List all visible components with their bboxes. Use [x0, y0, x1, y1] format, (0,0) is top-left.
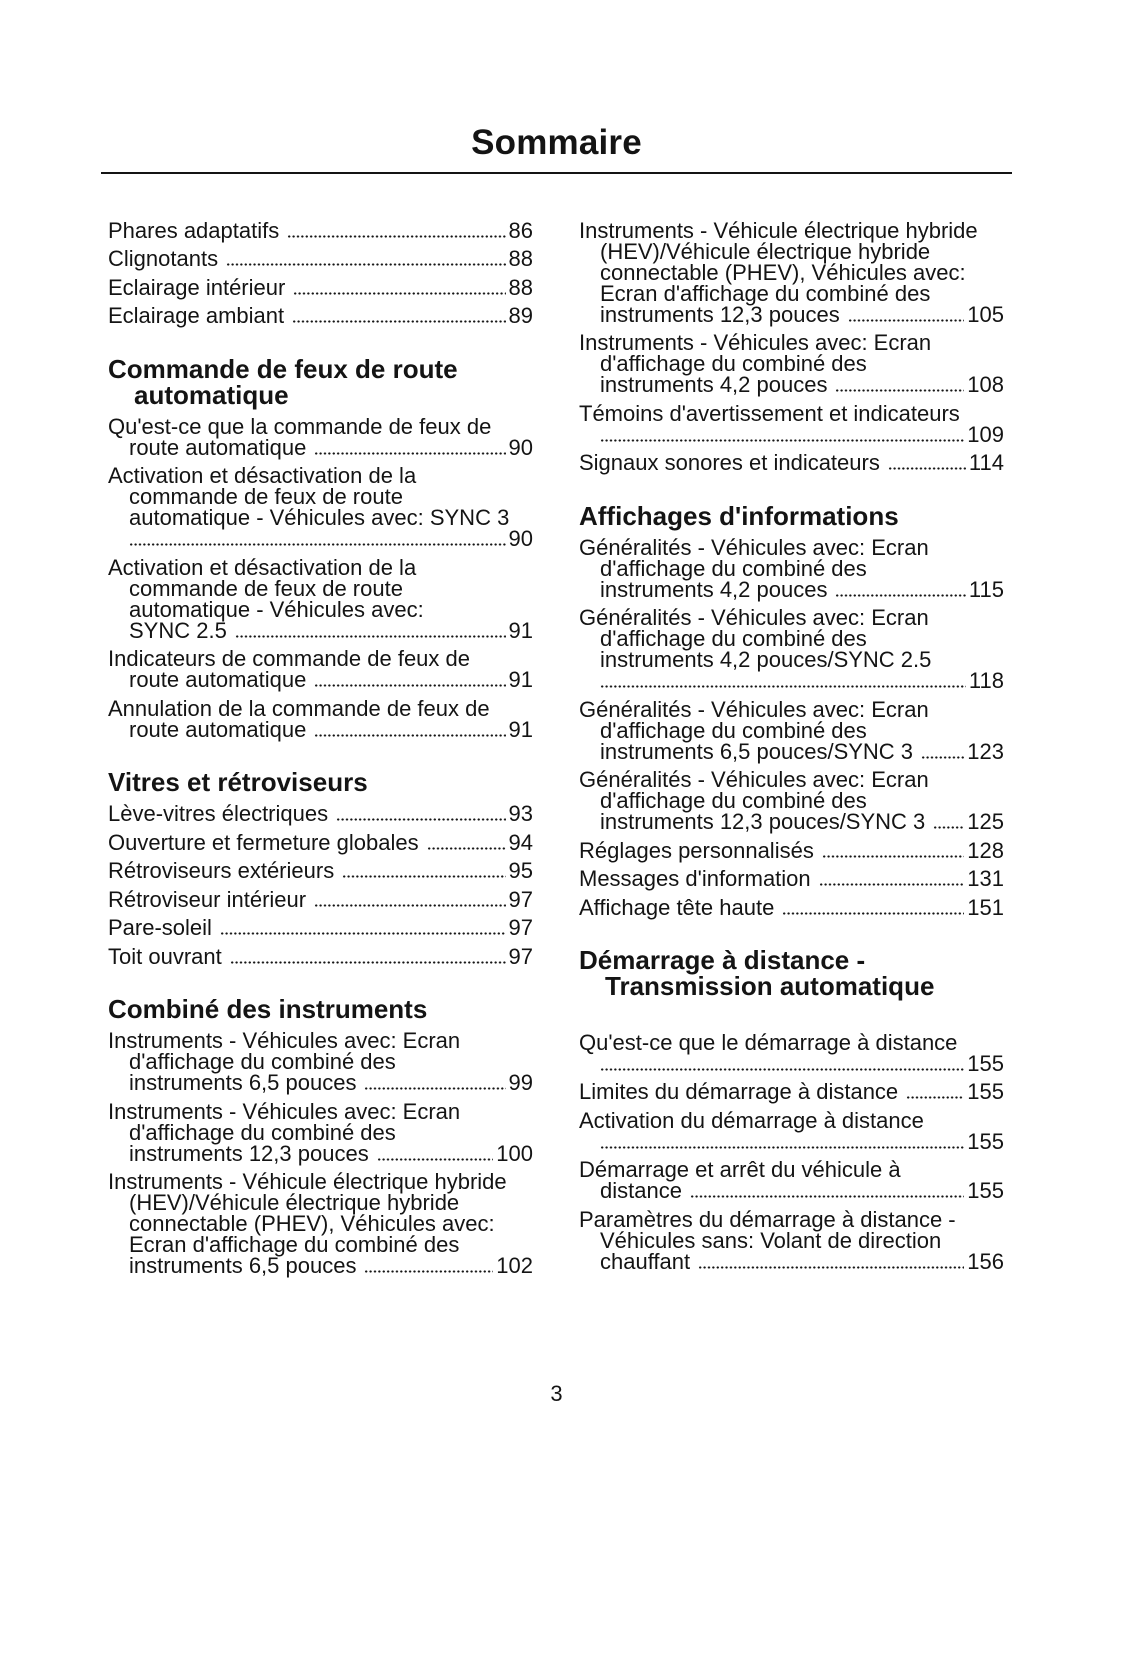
- toc-entry-line: [108, 886, 533, 912]
- toc-entry-line: [108, 1072, 533, 1093]
- page-ref: 155: [967, 1079, 1004, 1104]
- dot-leader: [314, 452, 505, 455]
- page-ref: 109: [967, 421, 1004, 447]
- toc-entry-text: instruments 12,3 pouces/SYNC 3: [600, 809, 926, 834]
- page-ref: 97: [508, 886, 533, 912]
- toc-entry[interactable]: [579, 217, 1004, 327]
- title-rule: [101, 172, 1012, 174]
- toc-entry-line: Ecran d'affichage du combiné des: [129, 1232, 460, 1257]
- dot-leader: [888, 467, 966, 470]
- page-ref: 91: [508, 667, 533, 692]
- toc-entry[interactable]: [579, 607, 1004, 691]
- page-ref: 99: [508, 1070, 533, 1095]
- page-ref: 86: [508, 217, 533, 243]
- toc-entry-line: [108, 434, 533, 460]
- toc-entry-line: [108, 917, 533, 938]
- toc-entry-line: d'affichage du combiné des: [600, 351, 867, 376]
- toc-entry-text: Signaux sonores et indicateurs: [579, 450, 880, 475]
- page-ref: 123: [967, 738, 1004, 764]
- toc-entry-line: [579, 421, 1004, 447]
- page-ref: 95: [508, 858, 533, 883]
- section-heading: [579, 947, 1004, 999]
- toc-entry-text: route automatique: [129, 667, 307, 692]
- toc-entry-line: connectable (PHEV), Véhicules avec:: [129, 1211, 495, 1236]
- toc-entry[interactable]: [108, 248, 533, 269]
- page-number: 3: [550, 1380, 563, 1406]
- toc-entry-line: instruments 4,2 pouces/SYNC 2.5: [600, 647, 932, 672]
- dot-leader: [782, 912, 964, 915]
- dot-leader: [342, 875, 505, 878]
- toc-entry-line: Instruments - Véhicule électrique hybride: [579, 217, 978, 243]
- toc-entry-text: instruments 6,5 pouces: [129, 1253, 357, 1278]
- toc-entry-line: Activation et désactivation de la: [108, 554, 417, 580]
- toc-entry-text: route automatique: [129, 434, 307, 460]
- section-heading: [108, 353, 533, 410]
- toc-entry-text: Réglages personnalisés: [579, 837, 814, 863]
- dot-leader: [933, 826, 964, 829]
- toc-entry-line: Véhicules sans: Volant de direction: [600, 1227, 942, 1253]
- page-ref: 88: [508, 246, 533, 271]
- toc-entry-line: Généralités - Véhicules avec: Ecran: [579, 696, 929, 722]
- page-ref: 93: [508, 801, 533, 826]
- toc-entry-line: Qu'est-ce que la commande de feux de: [108, 413, 492, 439]
- section-heading-line: Commande de feux de route: [108, 353, 458, 384]
- toc-entry-line: commande de feux de route: [129, 484, 403, 509]
- section-heading: [108, 996, 533, 1022]
- section-heading: [579, 500, 1004, 531]
- dot-leader: [220, 932, 506, 935]
- toc-entry[interactable]: [579, 696, 1004, 764]
- toc-entry-text: distance: [600, 1178, 682, 1203]
- toc-entry[interactable]: [108, 917, 533, 938]
- dot-leader: [235, 635, 506, 638]
- toc-entry-line: [579, 1081, 1004, 1102]
- toc-entry[interactable]: [579, 769, 1004, 832]
- toc-entry-text: Rétroviseur intérieur: [108, 886, 307, 912]
- toc-entry-line: [579, 1180, 1004, 1201]
- dot-leader: [835, 389, 964, 392]
- toc-entry-text: Lève-vitres électriques: [108, 801, 329, 826]
- toc-entry[interactable]: [108, 829, 533, 855]
- section-heading-line: Transmission automatique: [605, 971, 935, 1001]
- toc-entry-line: connectable (PHEV), Véhicules avec:: [600, 259, 966, 285]
- toc-column-left: [108, 217, 533, 1278]
- page-ref: 125: [967, 809, 1004, 834]
- dot-leader: [314, 734, 505, 737]
- toc-column-right: [579, 217, 1004, 1274]
- page-ref: 91: [508, 617, 533, 643]
- section-heading-line: automatique: [134, 379, 289, 410]
- toc-entry[interactable]: [108, 943, 533, 969]
- page-ref: 155: [967, 1050, 1004, 1076]
- dot-leader: [364, 1270, 493, 1273]
- toc-entry-line: [108, 528, 533, 549]
- toc-entry-text: instruments 12,3 pouces: [600, 301, 840, 327]
- dot-leader: [698, 1266, 964, 1269]
- page-ref: 108: [967, 372, 1004, 397]
- page-ref: 105: [967, 301, 1004, 327]
- toc-entry-text: Eclairage ambiant: [108, 303, 285, 328]
- toc-entry[interactable]: [108, 554, 533, 643]
- page-ref: 118: [968, 668, 1004, 693]
- toc-entry-line: d'affichage du combiné des: [600, 717, 867, 743]
- toc-entry-text: route automatique: [129, 716, 307, 742]
- toc-entry-line: [108, 1255, 533, 1276]
- toc-entry-line: d'affichage du combiné des: [600, 555, 867, 581]
- toc-entry[interactable]: [108, 695, 533, 742]
- toc-entry[interactable]: [579, 332, 1004, 395]
- toc-entry[interactable]: [108, 465, 533, 549]
- dot-leader: [129, 543, 506, 546]
- dot-leader: [314, 904, 505, 907]
- dot-leader: [822, 855, 964, 858]
- toc-entry-line: Généralités - Véhicules avec: Ecran: [579, 605, 929, 630]
- toc-entry[interactable]: [108, 1030, 533, 1093]
- toc-entry[interactable]: [579, 452, 1004, 473]
- toc-entry-text: Rétroviseurs extérieurs: [108, 858, 335, 883]
- toc-entry[interactable]: [579, 1029, 1004, 1076]
- page-ref: 97: [508, 915, 533, 940]
- toc-entry-text: instruments 6,5 pouces: [129, 1070, 357, 1095]
- toc-entry-line: [579, 837, 1004, 863]
- toc-entry-line: Qu'est-ce que le démarrage à distance: [579, 1029, 958, 1055]
- toc-entry-text: instruments 4,2 pouces: [600, 372, 828, 397]
- toc-entry[interactable]: [579, 837, 1004, 863]
- toc-entry[interactable]: [108, 1171, 533, 1276]
- toc-entry-line: [579, 1050, 1004, 1076]
- toc-entry-line: automatique - Véhicules avec: SYNC 3: [129, 505, 510, 530]
- toc-entry-line: Activation et désactivation de la: [108, 463, 417, 488]
- toc-entry-line: [108, 829, 533, 855]
- toc-entry[interactable]: [108, 305, 533, 326]
- page-ref: 155: [967, 1128, 1004, 1154]
- toc-entry[interactable]: [108, 274, 533, 300]
- toc-entry-line: [108, 274, 533, 300]
- page-ref: 155: [967, 1178, 1004, 1203]
- toc-entry[interactable]: [579, 1107, 1004, 1154]
- toc-entry[interactable]: [579, 894, 1004, 920]
- toc-entry-line: Ecran d'affichage du combiné des: [600, 280, 931, 306]
- dot-leader: [226, 263, 505, 266]
- toc-entry-line: Instruments - Véhicules avec: Ecran: [579, 330, 932, 355]
- toc-entry-text: SYNC 2.5: [129, 617, 227, 643]
- dot-leader: [600, 439, 964, 442]
- page-ref: 131: [967, 866, 1004, 891]
- page-ref: 114: [968, 450, 1004, 475]
- page-ref: 91: [508, 716, 533, 742]
- toc-entry-line: automatique - Véhicules avec:: [129, 596, 424, 622]
- toc-entry-line: d'affichage du combiné des: [600, 788, 867, 813]
- toc-entry-text: Affichage tête haute: [579, 894, 775, 920]
- toc-entry-line: Instruments - Véhicule électrique hybride: [108, 1169, 507, 1194]
- toc-entry-line: [579, 452, 1004, 473]
- toc-entry-line: [579, 1248, 1004, 1274]
- toc-entry[interactable]: [108, 803, 533, 824]
- page-ref: 89: [508, 303, 533, 328]
- dot-leader: [600, 1068, 964, 1071]
- toc-entry-line: [579, 576, 1004, 602]
- toc-entry-line: [108, 803, 533, 824]
- toc-entry-line: [108, 305, 533, 326]
- toc-entry-line: Activation du démarrage à distance: [579, 1107, 924, 1133]
- dot-leader: [377, 1158, 494, 1161]
- toc-entry-line: Témoins d'avertissement et indicateurs: [579, 400, 960, 426]
- toc-entry-line: [579, 894, 1004, 920]
- dot-leader: [314, 684, 505, 687]
- toc-entry-line: Indicateurs de commande de feux de: [108, 646, 471, 671]
- toc-entry-line: [579, 374, 1004, 395]
- toc-entry-line: [579, 738, 1004, 764]
- section-heading-line: Combiné des instruments: [108, 994, 428, 1024]
- toc-entry-text: chauffant: [600, 1248, 691, 1274]
- toc-entry-text: Eclairage intérieur: [108, 274, 286, 300]
- toc-entry[interactable]: [108, 860, 533, 881]
- toc-entry-line: commande de feux de route: [129, 575, 403, 601]
- page-ref: 94: [508, 829, 533, 855]
- dot-leader: [600, 1146, 964, 1149]
- dot-leader: [336, 818, 505, 821]
- toc-entry-line: [579, 301, 1004, 327]
- toc-entry-line: [108, 860, 533, 881]
- toc-entry-line: [579, 811, 1004, 832]
- toc-entry-line: d'affichage du combiné des: [129, 1049, 396, 1074]
- dot-leader: [230, 961, 506, 964]
- dot-leader: [364, 1087, 505, 1090]
- section-heading: [108, 769, 533, 795]
- dot-leader: [287, 235, 505, 238]
- page-ref: 90: [508, 434, 533, 460]
- toc-entry-line: [108, 669, 533, 690]
- toc-entry[interactable]: [108, 1098, 533, 1166]
- toc-entry-line: Instruments - Véhicules avec: Ecran: [108, 1028, 461, 1053]
- toc-entry[interactable]: [579, 1159, 1004, 1201]
- toc-entry-line: Instruments - Véhicules avec: Ecran: [108, 1098, 461, 1124]
- toc-entry-text: Ouverture et fermeture globales: [108, 829, 419, 855]
- toc-entry-line: (HEV)/Véhicule électrique hybride: [600, 238, 931, 264]
- toc-entry-line: d'affichage du combiné des: [600, 626, 867, 651]
- toc-entry-text: instruments 4,2 pouces: [600, 576, 828, 602]
- toc-entry[interactable]: [108, 217, 533, 243]
- toc-entry-text: Toit ouvrant: [108, 943, 222, 969]
- dot-leader: [690, 1195, 964, 1198]
- toc-entry-line: [108, 217, 533, 243]
- dot-leader: [819, 883, 965, 886]
- page-ref: 128: [967, 837, 1004, 863]
- toc-entry-line: (HEV)/Véhicule électrique hybride: [129, 1190, 460, 1215]
- toc-entry-line: [108, 943, 533, 969]
- toc-entry[interactable]: [579, 868, 1004, 889]
- section-heading-line: Affichages d'informations: [579, 500, 899, 531]
- toc-entry-text: Pare-soleil: [108, 915, 212, 940]
- toc-entry-line: [579, 670, 1004, 691]
- toc-entry-text: Limites du démarrage à distance: [579, 1079, 899, 1104]
- dot-leader: [835, 594, 965, 597]
- page-ref: 102: [496, 1253, 533, 1278]
- page-ref: 151: [967, 894, 1004, 920]
- toc-entry[interactable]: [579, 1081, 1004, 1102]
- toc-entry[interactable]: [108, 886, 533, 912]
- toc-entry[interactable]: [108, 413, 533, 460]
- toc-entry[interactable]: [579, 1206, 1004, 1274]
- toc-entry-line: [108, 1140, 533, 1166]
- toc-entry-line: [108, 248, 533, 269]
- toc-entry[interactable]: [579, 400, 1004, 447]
- dot-leader: [906, 1096, 964, 1099]
- dot-leader: [292, 320, 505, 323]
- toc-entry-line: [108, 716, 533, 742]
- toc-entry-line: d'affichage du combiné des: [129, 1119, 396, 1145]
- page-ref: 88: [508, 274, 533, 300]
- toc-entry-line: [579, 1128, 1004, 1154]
- dot-leader: [848, 319, 965, 322]
- toc-entry-line: [579, 868, 1004, 889]
- toc-entry[interactable]: [579, 534, 1004, 602]
- toc-entry-line: Annulation de la commande de feux de: [108, 695, 490, 721]
- section-heading-line: Démarrage à distance -: [579, 945, 866, 975]
- page-ref: 90: [508, 526, 533, 551]
- toc-entry-line: Démarrage et arrêt du véhicule à: [579, 1157, 901, 1182]
- toc-entry-line: Paramètres du démarrage à distance -: [579, 1206, 956, 1232]
- toc-entry-line: Généralités - Véhicules avec: Ecran: [579, 767, 929, 792]
- dot-leader: [600, 685, 966, 688]
- dot-leader: [293, 292, 505, 295]
- section-heading-line: Vitres et rétroviseurs: [108, 767, 368, 797]
- toc-entry-text: instruments 6,5 pouces/SYNC 3: [600, 738, 914, 764]
- toc-entry-text: Phares adaptatifs: [108, 217, 280, 243]
- page-ref: 100: [496, 1140, 533, 1166]
- page-ref: 156: [967, 1248, 1004, 1274]
- page-ref: 97: [508, 943, 533, 969]
- toc-entry-text: instruments 12,3 pouces: [129, 1140, 369, 1166]
- dot-leader: [921, 756, 964, 759]
- dot-leader: [427, 847, 506, 850]
- toc-entry-line: Généralités - Véhicules avec: Ecran: [579, 534, 929, 560]
- page-title: Sommaire: [471, 123, 642, 162]
- toc-entry-text: Messages d'information: [579, 866, 811, 891]
- toc-entry-line: [108, 617, 533, 643]
- toc-entry-text: Clignotants: [108, 246, 219, 271]
- page-ref: 115: [968, 576, 1004, 602]
- toc-entry[interactable]: [108, 648, 533, 690]
